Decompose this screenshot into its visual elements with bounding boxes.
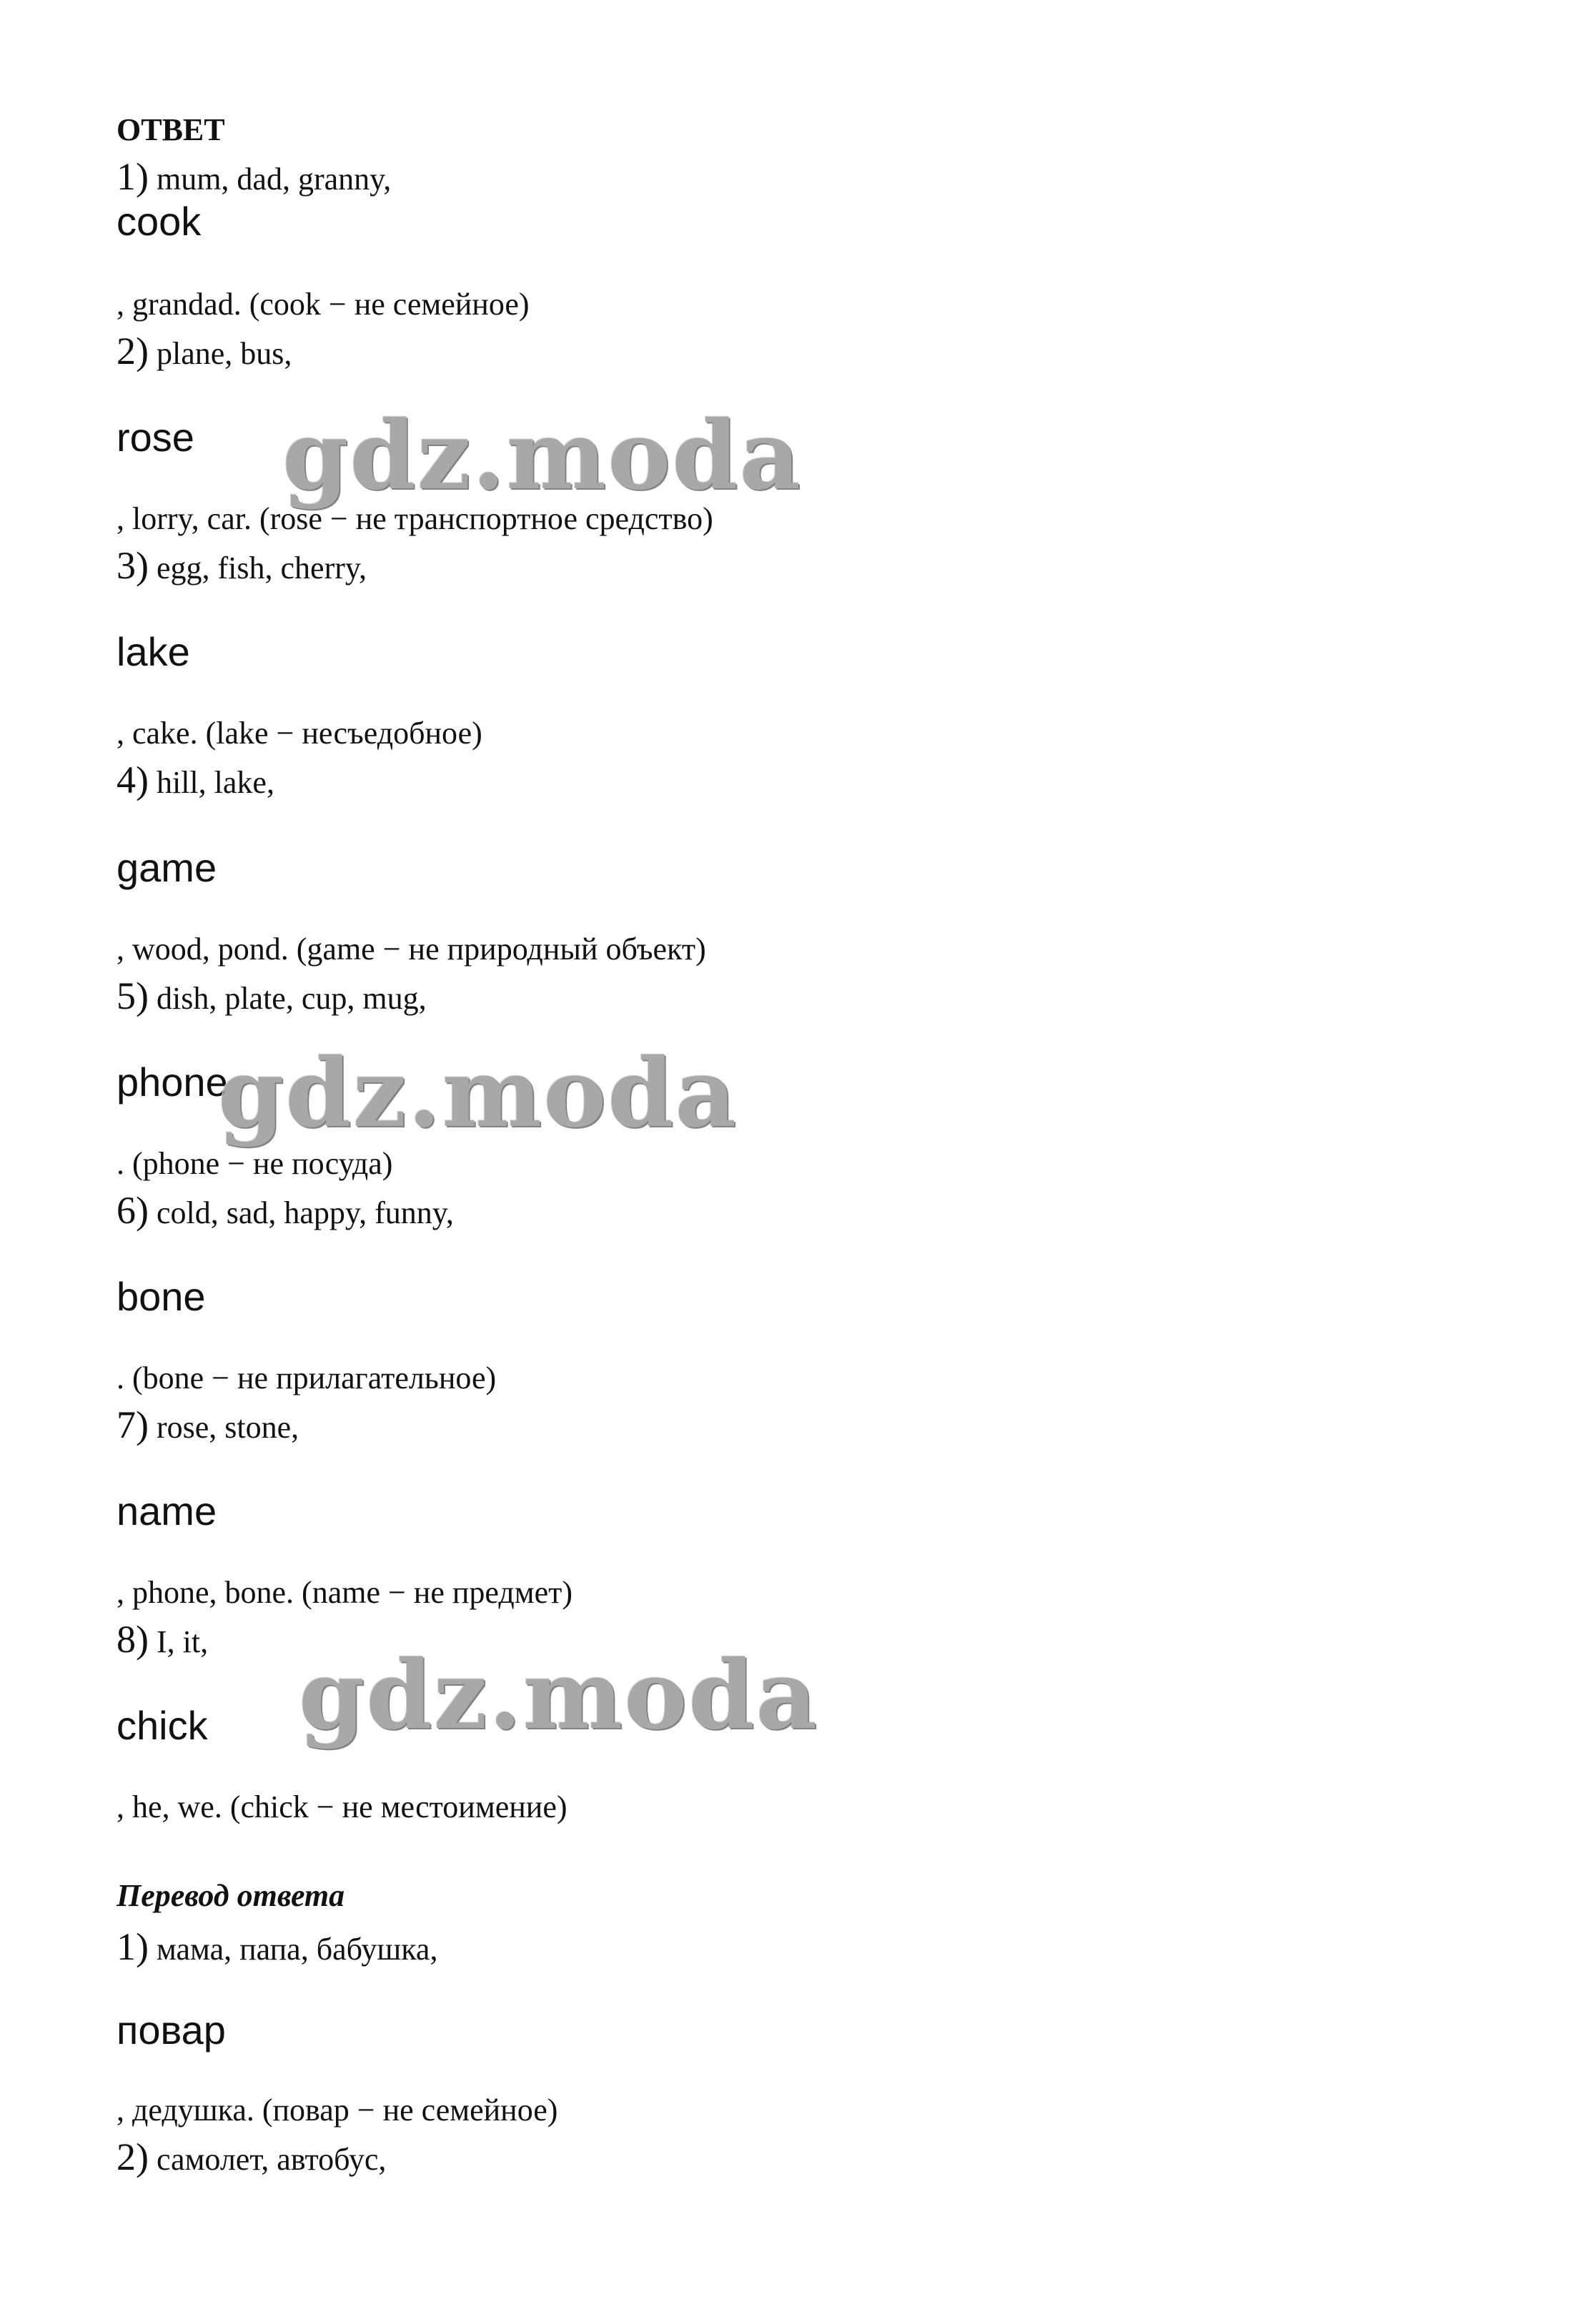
translation-1-words: мама, папа, бабушка,: [156, 1932, 438, 1967]
watermark-1: gdz.moda: [282, 400, 803, 511]
answer-6-number: 6): [117, 1189, 149, 1232]
answer-7-number: 7): [117, 1403, 149, 1446]
answer-5-start: [117, 974, 427, 1017]
answer-8-number: 8): [117, 1618, 149, 1661]
answer-2-words: plane, bus,: [156, 336, 292, 371]
answer-2-end: , lorry, car. (rose − не транспортное средство): [117, 501, 713, 536]
translation-1-odd-word: повар: [117, 2007, 226, 2052]
answer-2-number: 2): [117, 330, 149, 372]
translation-2-words: самолет, автобус,: [156, 2142, 387, 2177]
watermark-2: gdz.moda: [218, 1038, 738, 1149]
answer-8-start: [117, 1620, 208, 1659]
answer-7-words: rose, stone,: [156, 1410, 299, 1445]
answer-8-end: , he, we. (chick − не местоимение): [117, 1789, 567, 1824]
answer-3-end: , cake. (lake − несъедобное): [117, 716, 482, 751]
answer-1-start: [117, 157, 391, 196]
answer-8-words: I, it,: [156, 1624, 209, 1659]
answer-7-end: , phone, bone. (name − не предмет): [117, 1575, 573, 1610]
answer-7-start: [117, 1405, 299, 1444]
translation-1-number: 1): [117, 1925, 149, 1968]
answer-4-start: [117, 761, 274, 799]
translation-1-end: , дедушка. (повар − не семейное): [117, 2093, 558, 2128]
answer-1-end: , grandad. (cook − не семейное): [117, 287, 530, 322]
translation-2-number: 2): [117, 2135, 149, 2178]
answer-2-start: [117, 332, 292, 370]
answer-3-number: 3): [117, 544, 149, 587]
answer-6-words: cold, sad, happy, funny,: [156, 1195, 454, 1230]
answer-4-number: 4): [117, 759, 149, 801]
answer-4-end: , wood, pond. (game − не природный объект): [117, 932, 706, 967]
translation-1-start: [117, 1927, 437, 1966]
answer-1-number: 1): [117, 155, 149, 198]
answer-4-odd-word: game: [117, 845, 217, 890]
answer-5-words: dish, plate, cup, mug,: [156, 981, 427, 1016]
translation-heading: Перевод ответа: [117, 1878, 345, 1913]
answer-2-odd-word: rose: [117, 415, 194, 460]
answer-1-words: mum, dad, granny,: [156, 162, 392, 197]
answer-7-odd-word: name: [117, 1488, 217, 1533]
answer-3-words: egg, fish, cherry,: [156, 550, 367, 586]
answer-3-odd-word: lake: [117, 629, 190, 674]
answer-6-end: . (bone − не прилагательное): [117, 1360, 497, 1395]
answer-1-odd-word: cook: [117, 199, 202, 244]
answer-heading: ОТВЕТ: [117, 112, 225, 147]
answer-6-odd-word: bone: [117, 1274, 206, 1319]
translation-2-start: [117, 2135, 387, 2178]
answer-8-odd-word: chick: [117, 1703, 208, 1748]
answer-5-number: 5): [117, 974, 149, 1017]
answer-5-end: . (phone − не посуда): [117, 1146, 393, 1181]
answer-6-start: [117, 1191, 454, 1230]
answer-4-words: hill, lake,: [156, 765, 274, 800]
watermark-3: gdz.moda: [299, 1640, 819, 1751]
answer-3-start: [117, 546, 367, 585]
answer-5-odd-word: phone: [117, 1059, 228, 1105]
